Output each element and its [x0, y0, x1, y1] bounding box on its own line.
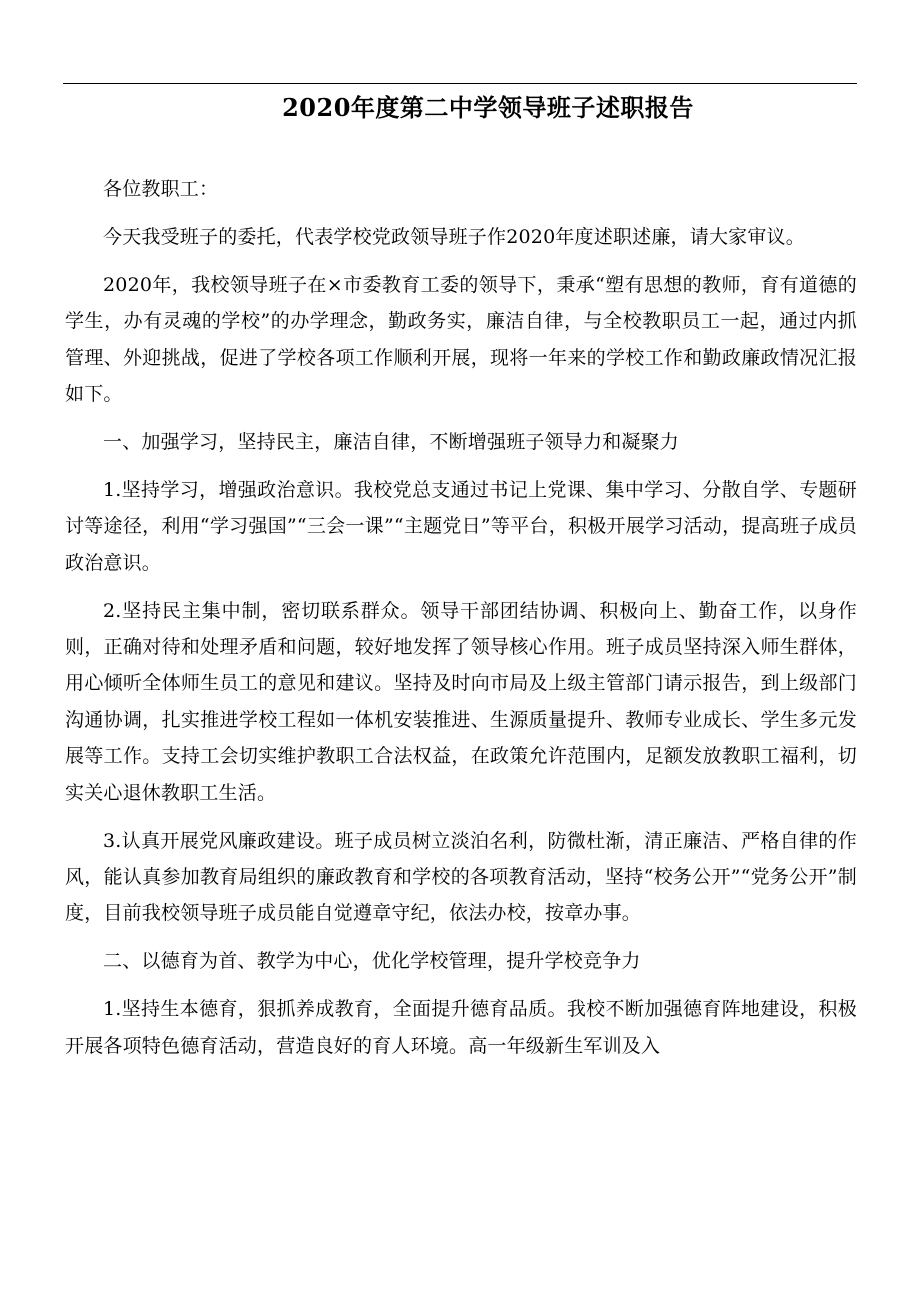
document-title: 2020年度第二中学领导班子述职报告 — [282, 93, 694, 122]
salutation: 各位教职工： — [103, 178, 219, 200]
header-rule — [63, 83, 857, 84]
paragraph-2-1: 1.坚持生本德育，狠抓养成教育，全面提升德育品质。我校不断加强德育阵地建设，积极开展各项特色德育活动，营造良好的育人环境。高一年级新生军训及入 — [65, 998, 857, 1057]
document-body — [65, 171, 857, 1064]
paragraph-intro: 今天我受班子的委托，代表学校党政领导班子作2020年度述职述廉，请大家审议。 — [103, 225, 805, 248]
paragraph-1-2: 2.坚持民主集中制，密切联系群众。领导干部团结协调、积极向上、勤奋工作，以身作则，正确对待和处理矛盾和问题，较好地发挥了领导核心作用。班子成员坚持深入师生群体，用心倾听全体师生员工的意见和建议。坚持及时向市局及上级主管部门请示报告，到上级部门沟通协调，扎实推进学校工程如一体机安装推进、生源质量提升、教师专业成长、学生多元发展等工作。支持工会切实维护教职工合法权益，在政策允许范围内，足额发放教职工福利，切实关心退休教职工生活。 — [65, 599, 857, 804]
section-heading-1: 一、加强学习，坚持民主，廉洁自律，不断增强班子领导力和凝聚力 — [103, 430, 680, 453]
section-heading-2: 二、以德育为首、教学为中心，优化学校管理，提升学校竞争力 — [103, 950, 641, 973]
paragraph-1-3: 3.认真开展党风廉政建设。班子成员树立淡泊名利，防微杜渐，清正廉洁、严格自律的作风，能认真参加教育局组织的廉政教育和学校的各项教育活动，坚持“校务公开”“党务公开”制度，目前我校领导班子成员能自觉遵章守纪，依法办校，按章办事。 — [65, 829, 857, 925]
paragraph-overview: 2020年，我校领导班子在×市委教育工委的领导下，秉承“塑有思想的教师，育有道德的学生，办有灵魂的学校”的办学理念，勤政务实，廉洁自律，与全校教职员工一起，通过内抓管理、外迎挑战，促进了学校各项工作顺利开展，现将一年来的学校工作和勤政廉政情况汇报如下。 — [65, 273, 857, 406]
paragraph-1-1: 1.坚持学习，增强政治意识。我校党总支通过书记上党课、集中学习、分散自学、专题研讨等途径，利用“学习强国”“三会一课”“主题党日”等平台，积极开展学习活动，提高班子成员政治意识。 — [65, 478, 857, 574]
